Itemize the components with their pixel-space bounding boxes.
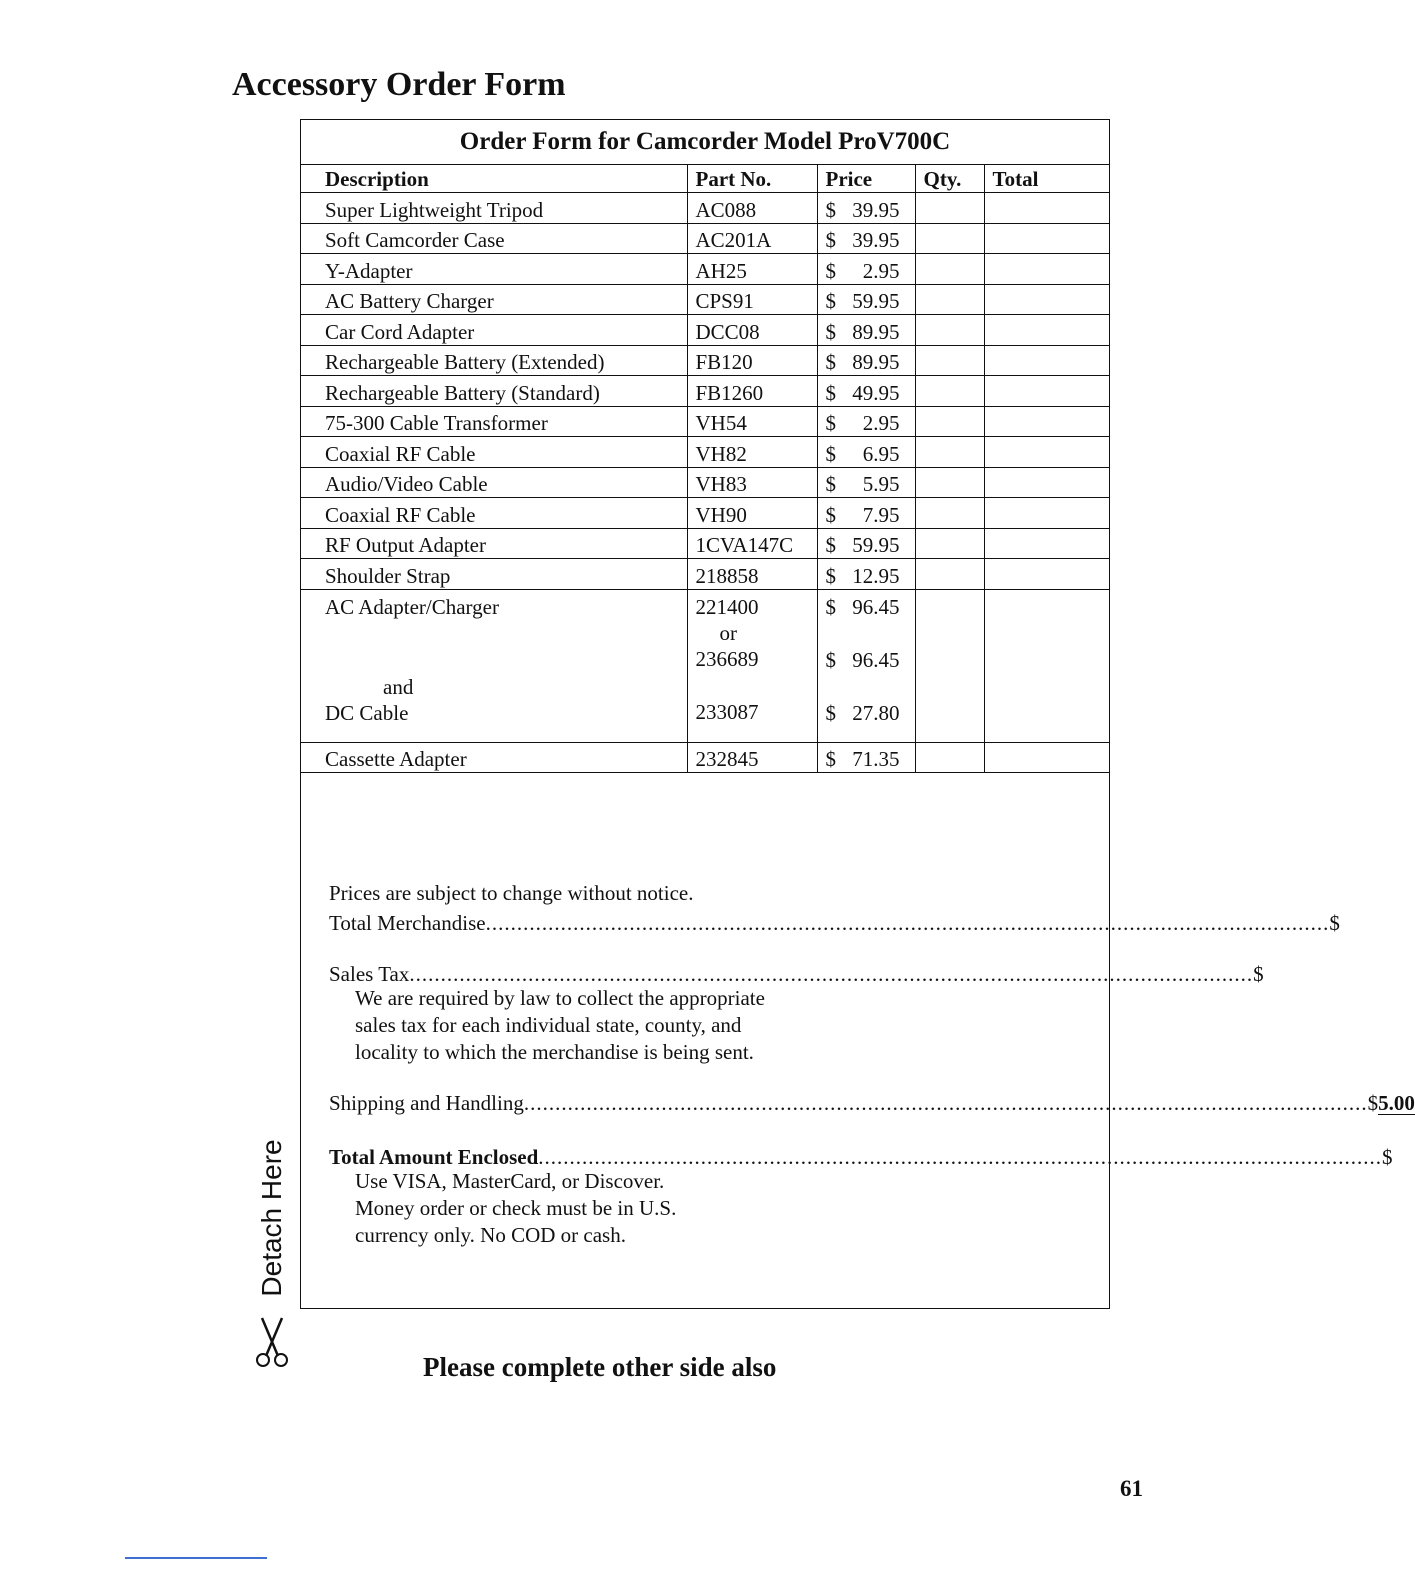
page-number: 61 (1120, 1476, 1143, 1501)
price-cell (817, 498, 915, 529)
column-header-description: Description (301, 164, 687, 193)
description-cell: Rechargeable Battery (Standard) (301, 376, 687, 407)
currency-symbol: $ (825, 411, 836, 435)
leader-dots: ....................................................................................................................................... (409, 962, 1254, 986)
part-no-cell: AC088 (687, 193, 817, 224)
qty-cell[interactable] (915, 193, 984, 224)
qty-cell[interactable] (915, 742, 984, 773)
table-row (301, 528, 1109, 559)
adapter-part-3: 233087 (695, 699, 759, 724)
currency-symbol: $ (825, 197, 836, 222)
description-cell: Soft Camcorder Case (301, 223, 687, 254)
footer-note: Please complete other side also (423, 1352, 777, 1382)
adapter-description-cell (301, 589, 687, 742)
sales-tax-note-1: We are required by law to collect the appropriate (355, 986, 765, 1010)
currency-symbol: $ (825, 380, 836, 405)
bottom-rule (125, 1557, 267, 1559)
adapter-description-2: DC Cable (325, 700, 409, 725)
order-form (300, 119, 1415, 1309)
table-row (301, 223, 1109, 254)
page-title: Accessory Order Form (232, 66, 566, 103)
price-cell (817, 559, 915, 590)
description-cell: AC Battery Charger (301, 284, 687, 315)
description-cell: Car Cord Adapter (301, 315, 687, 346)
currency-symbol: $ (825, 319, 836, 344)
part-no-cell: AH25 (687, 254, 817, 285)
table-row (301, 437, 1109, 468)
description-cell: Super Lightweight Tripod (301, 193, 687, 224)
part-no-cell: VH82 (687, 437, 817, 468)
qty-cell[interactable] (915, 376, 984, 407)
leader-dots: ....................................................................................................................................... (523, 1091, 1368, 1115)
qty-cell[interactable] (915, 315, 984, 346)
adapter-price-1: 96.45 (852, 594, 900, 619)
part-no-cell: VH83 (687, 467, 817, 498)
payment-note-3: currency only. No COD or cash. (355, 1223, 626, 1247)
column-header-price: Price (817, 164, 915, 193)
description-cell: 75-300 Cable Transformer (301, 406, 687, 437)
table-row (301, 467, 1109, 498)
total-cell[interactable] (984, 528, 1109, 559)
part-no-cell: 232845 (687, 742, 817, 773)
currency-symbol: $ (825, 502, 836, 527)
total-cell[interactable] (984, 742, 1109, 773)
price-value: 39.95 (852, 228, 900, 252)
shipping-row (329, 1090, 1415, 1117)
price-cell (817, 193, 915, 224)
table-row-adapter-group (301, 589, 1109, 742)
part-no-cell: VH90 (687, 498, 817, 529)
total-enclosed-row (329, 1141, 1393, 1169)
table-row (301, 406, 1109, 437)
price-value: 49.95 (852, 380, 900, 405)
total-cell[interactable] (984, 193, 1109, 224)
adapter-price-2: 96.45 (852, 647, 900, 672)
adapter-and-word: and (383, 674, 414, 699)
currency-symbol: $ (825, 647, 836, 672)
total-cell[interactable] (984, 345, 1109, 376)
currency-symbol: $ (825, 228, 836, 252)
total-cell[interactable] (984, 437, 1109, 468)
table-row (301, 284, 1109, 315)
table-row (301, 498, 1109, 529)
qty-cell[interactable] (915, 345, 984, 376)
scissors-icon (254, 1316, 290, 1368)
form-heading: Order Form for Camcorder Model ProV700C (301, 120, 1109, 165)
payment-note-1: Use VISA, MasterCard, or Discover. (355, 1169, 665, 1193)
qty-cell[interactable] (915, 284, 984, 315)
table-row (301, 315, 1109, 346)
qty-cell[interactable] (915, 559, 984, 590)
price-value: 39.95 (852, 197, 900, 222)
price-value: 2.95 (862, 411, 900, 435)
qty-cell[interactable] (915, 467, 984, 498)
qty-cell[interactable] (915, 254, 984, 285)
adapter-or-word: or (719, 620, 737, 645)
sales-tax-note-2: sales tax for each individual state, county, and (355, 1013, 742, 1037)
currency-symbol: $ (825, 533, 836, 557)
description-cell: Coaxial RF Cable (301, 498, 687, 529)
price-cell (817, 284, 915, 315)
price-cell (817, 437, 915, 468)
price-cell (817, 315, 915, 346)
leader-dots: ....................................................................................................................................... (538, 1145, 1383, 1169)
total-merchandise-row (329, 907, 1340, 935)
order-summary (329, 880, 1415, 1249)
description-cell: Coaxial RF Cable (301, 437, 687, 468)
price-notice: Prices are subject to change without notice. (329, 881, 694, 905)
column-header-part-no: Part No. (687, 164, 817, 193)
table-row (301, 376, 1109, 407)
leader-dots: ....................................................................................................................................... (485, 911, 1330, 935)
total-enclosed-label: Total Amount Enclosed (329, 1145, 539, 1169)
description-cell: Shoulder Strap (301, 559, 687, 590)
sales-tax-row (329, 958, 1264, 986)
part-no-cell: FB120 (687, 345, 817, 376)
part-no-cell: VH54 (687, 406, 817, 437)
adapter-price-cell (817, 589, 915, 742)
sales-tax-label: Sales Tax (329, 962, 410, 986)
currency-symbol: $ (825, 472, 836, 496)
description-cell: Rechargeable Battery (Extended) (301, 345, 687, 376)
adapter-part-cell (687, 589, 817, 742)
description-cell: Cassette Adapter (301, 742, 687, 773)
payment-note-2: Money order or check must be in U.S. (355, 1196, 677, 1220)
table-row (301, 254, 1109, 285)
sales-tax-note-3: locality to which the merchandise is being sent. (355, 1040, 754, 1064)
column-header-total: Total (984, 164, 1109, 193)
adapter-part-1: 221400 (695, 594, 759, 619)
price-cell (817, 376, 915, 407)
total-cell[interactable] (984, 315, 1109, 346)
currency-symbol: $ (825, 563, 836, 588)
table-row (301, 559, 1109, 590)
part-no-cell: 1CVA147C (687, 528, 817, 559)
price-value: 6.95 (862, 441, 900, 466)
currency-symbol: $ (1382, 1145, 1393, 1169)
total-cell[interactable] (984, 223, 1109, 254)
total-cell[interactable] (984, 284, 1109, 315)
part-no-cell: 218858 (687, 559, 817, 590)
adapter-price-3: 27.80 (852, 700, 900, 725)
description-cell: RF Output Adapter (301, 528, 687, 559)
column-header-qty: Qty. (915, 164, 984, 193)
price-cell (817, 742, 915, 773)
total-cell[interactable] (984, 406, 1109, 437)
price-cell (817, 406, 915, 437)
table-row (301, 345, 1109, 376)
total-cell[interactable] (984, 254, 1109, 285)
total-cell[interactable] (984, 467, 1109, 498)
price-cell (817, 467, 915, 498)
price-value: 12.95 (852, 563, 900, 588)
total-cell[interactable] (984, 589, 1109, 742)
currency-symbol: $ (1329, 911, 1340, 935)
shipping-value: 5.00 (1378, 1091, 1415, 1115)
part-no-cell: CPS91 (687, 284, 817, 315)
part-no-cell: DCC08 (687, 315, 817, 346)
qty-cell[interactable] (915, 406, 984, 437)
total-cell[interactable] (984, 559, 1109, 590)
price-cell (817, 223, 915, 254)
price-cell (817, 345, 915, 376)
price-cell (817, 528, 915, 559)
currency-symbol: $ (1253, 962, 1264, 986)
currency-symbol: $ (825, 289, 836, 313)
price-value: 7.95 (862, 502, 900, 527)
price-value: 59.95 (852, 533, 900, 557)
adapter-description-1: AC Adapter/Charger (325, 594, 499, 619)
price-value: 89.95 (852, 350, 900, 374)
order-table (301, 164, 1109, 773)
description-cell: Audio/Video Cable (301, 467, 687, 498)
adapter-part-2: 236689 (695, 646, 759, 671)
currency-symbol: $ (825, 258, 836, 283)
currency-symbol: $ (825, 350, 836, 374)
table-row (301, 193, 1109, 224)
detach-text: Detach Here (256, 1139, 287, 1297)
price-value: 5.95 (862, 472, 900, 496)
price-value: 59.95 (852, 289, 900, 313)
currency-symbol: $ (1367, 1091, 1379, 1115)
qty-cell[interactable] (915, 498, 984, 529)
part-no-cell: AC201A (687, 223, 817, 254)
price-value: 2.95 (862, 258, 900, 283)
qty-cell[interactable] (915, 589, 984, 742)
currency-symbol: $ (825, 700, 836, 725)
table-row-cassette-adapter (301, 742, 1109, 773)
currency-symbol: $ (825, 441, 836, 466)
qty-cell[interactable] (915, 528, 984, 559)
price-value: 89.95 (852, 319, 900, 344)
price-value: 71.35 (852, 747, 900, 771)
table-header-row (301, 164, 1109, 193)
total-cell[interactable] (984, 498, 1109, 529)
qty-cell[interactable] (915, 223, 984, 254)
part-no-cell: FB1260 (687, 376, 817, 407)
description-cell: Y-Adapter (301, 254, 687, 285)
total-merchandise-label: Total Merchandise (329, 911, 486, 935)
price-cell (817, 254, 915, 285)
currency-symbol: $ (825, 594, 836, 619)
currency-symbol: $ (825, 747, 836, 771)
detach-label (252, 1138, 292, 1298)
shipping-label: Shipping and Handling (329, 1091, 524, 1115)
qty-cell[interactable] (915, 437, 984, 468)
total-cell[interactable] (984, 376, 1109, 407)
